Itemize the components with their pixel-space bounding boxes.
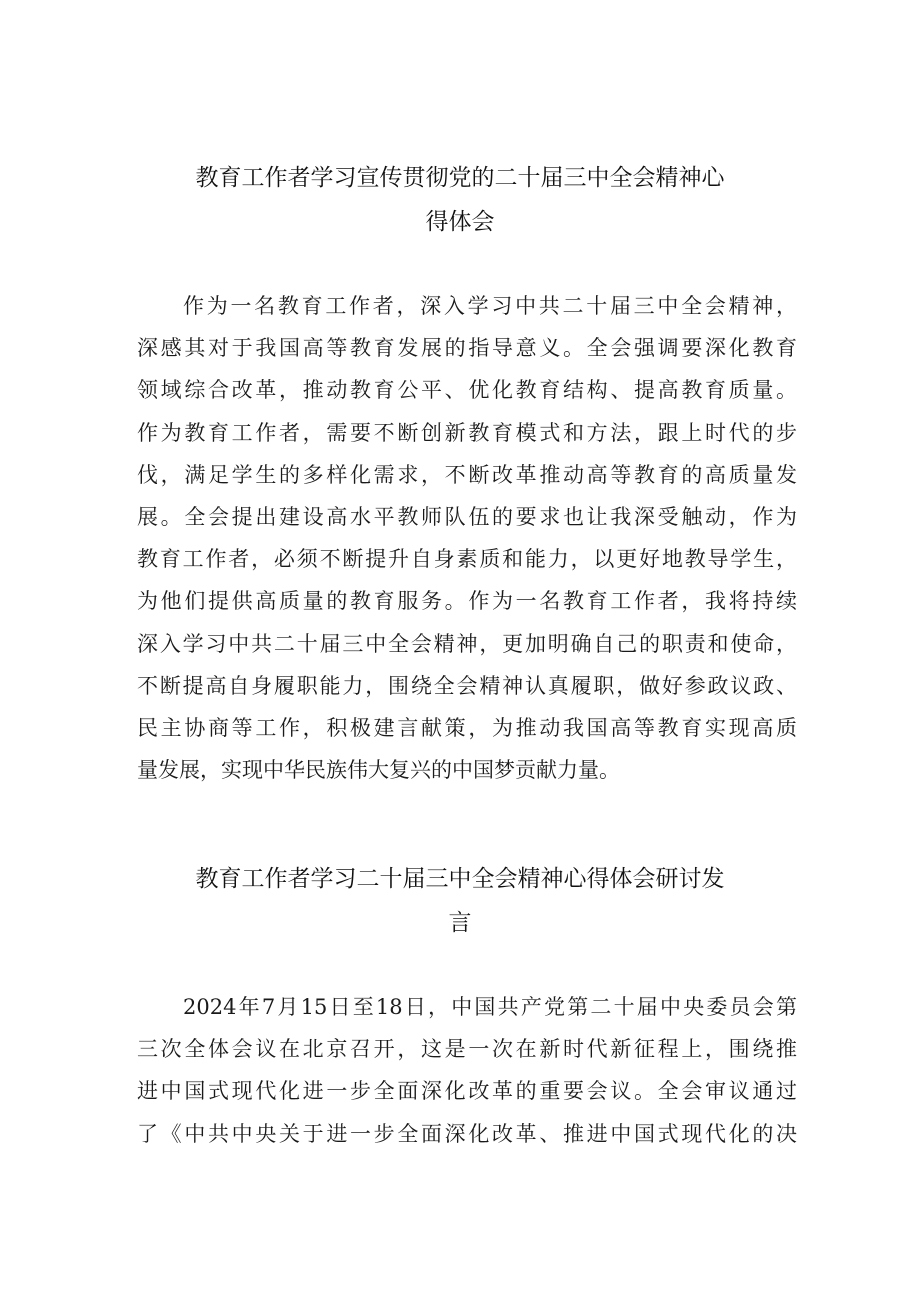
section-2-title [120, 857, 800, 945]
paragraph-line: 作为教育工作者，需要不断创新教育模式和方法，跟上时代的步 [137, 420, 797, 445]
paragraph-line: 深感其对于我国高等教育发展的指导意义。全会强调要深化教育 [137, 336, 797, 361]
section-1-body [137, 285, 797, 791]
paragraph-line: 量发展，实现中华民族伟大复兴的中国梦贡献力量。 [137, 758, 620, 783]
paragraph-line: 不断提高自身履职能力，围绕全会精神认真履职，做好参政议政、 [137, 673, 797, 698]
paragraph-line: 民主协商等工作，积极建言献策，为推动我国高等教育实现高质 [137, 716, 797, 741]
paragraph-line: 深入学习中共二十届三中全会精神，更加明确自己的职责和使命， [137, 631, 797, 656]
paragraph-line: 2024年7月15日至18日，中国共产党第二十届中央委员会第 [183, 995, 797, 1019]
title-line: 言 [448, 910, 472, 936]
title-line: 教育工作者学习宣传贯彻党的二十届三中全会精神心 [195, 165, 725, 191]
paragraph-line: 了《中共中央关于进一步全面深化改革、推进中国式现代化的决 [137, 1121, 797, 1146]
section-1-title [120, 156, 800, 244]
title-line: 得体会 [425, 209, 495, 235]
paragraph-line: 伐，满足学生的多样化需求，不断改革推动高等教育的高质量发 [137, 462, 797, 487]
section-2-body [137, 986, 797, 1155]
paragraph-line: 作为一名教育工作者，深入学习中共二十届三中全会精神， [183, 294, 797, 318]
paragraph-line: 为他们提供高质量的教育服务。作为一名教育工作者，我将持续 [137, 589, 797, 614]
paragraph-line: 三次全体会议在北京召开，这是一次在新时代新征程上，围绕推 [137, 1037, 797, 1062]
paragraph-line: 展。全会提出建设高水平教师队伍的要求也让我深受触动，作为 [137, 505, 797, 530]
paragraph-line: 教育工作者，必须不断提升自身素质和能力，以更好地教导学生， [137, 547, 797, 572]
paragraph-line: 领域综合改革，推动教育公平、优化教育结构、提高教育质量。 [137, 378, 797, 403]
paragraph-line: 进中国式现代化进一步全面深化改革的重要会议。全会审议通过 [137, 1079, 797, 1104]
title-line: 教育工作者学习二十届三中全会精神心得体会研讨发 [195, 866, 725, 892]
